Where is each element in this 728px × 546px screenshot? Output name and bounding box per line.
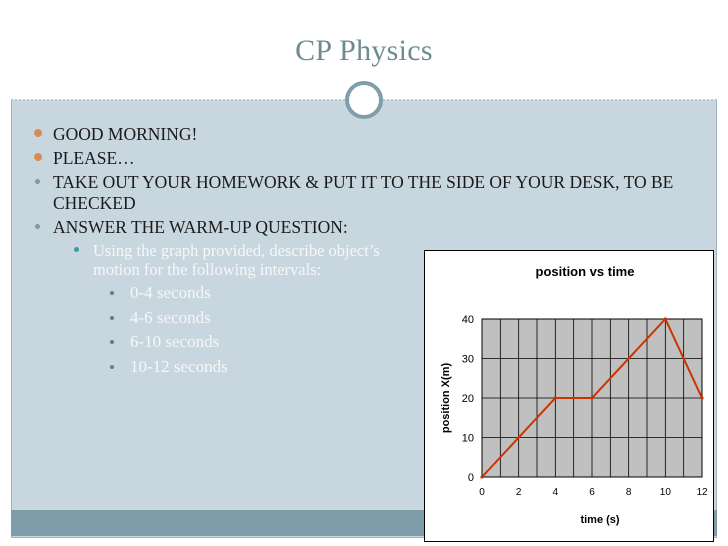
x-axis-label: time (s) <box>580 514 620 526</box>
data-point <box>700 396 703 399</box>
data-point <box>554 396 557 399</box>
bullet-dot-icon <box>35 224 40 229</box>
ring-ornament-icon <box>345 81 383 119</box>
x-tick-label: 12 <box>696 487 708 498</box>
interval-dot-icon <box>110 340 114 344</box>
chart-title: position vs time <box>535 264 635 279</box>
bullet-item: PLEASE… <box>34 148 684 169</box>
sub-bullet-item: Using the graph provided, describe object’s motion for the following intervals: <box>74 241 393 279</box>
bullet-dot-icon <box>34 153 42 161</box>
interval-dot-icon <box>110 291 114 295</box>
bullet-dot-icon <box>34 129 42 137</box>
interval-dot-icon <box>110 316 114 320</box>
position-time-chart <box>424 250 714 542</box>
chart-svg <box>425 251 713 541</box>
interval-dot-icon <box>110 365 114 369</box>
x-tick-label: 2 <box>515 487 522 498</box>
y-tick-label: 10 <box>461 432 474 445</box>
y-tick-label: 30 <box>461 353 474 366</box>
y-tick-label: 0 <box>467 472 474 484</box>
interval-item: 0-4 seconds <box>110 281 684 306</box>
bullet-item: TAKE OUT YOUR HOMEWORK & PUT IT TO THE SIDE OF YOUR DESK, TO BE CHECKED <box>34 172 684 214</box>
y-tick-label: 40 <box>461 314 474 326</box>
x-tick-label: 6 <box>589 487 595 498</box>
sub-bullet-dot-icon <box>74 247 79 252</box>
slide-title: CP Physics <box>295 34 433 67</box>
bullet-dot-icon <box>35 179 40 184</box>
x-tick-label: 8 <box>625 487 632 498</box>
data-point <box>590 396 593 399</box>
bullet-item: ANSWER THE WARM-UP QUESTION: <box>34 217 684 238</box>
interval-item: 6-10 seconds <box>110 330 684 355</box>
y-tick-label: 20 <box>461 393 474 405</box>
data-point <box>480 475 483 478</box>
y-axis-label: position X(m) <box>440 362 452 434</box>
interval-item: 10-12 seconds <box>110 355 684 380</box>
bullet-item: GOOD MORNING! <box>34 124 684 145</box>
data-point <box>664 317 667 320</box>
interval-item: 4-6 seconds <box>110 306 684 331</box>
x-tick-label: 10 <box>659 487 671 498</box>
x-tick-label: 4 <box>552 487 559 498</box>
x-tick-label: 0 <box>479 487 485 498</box>
